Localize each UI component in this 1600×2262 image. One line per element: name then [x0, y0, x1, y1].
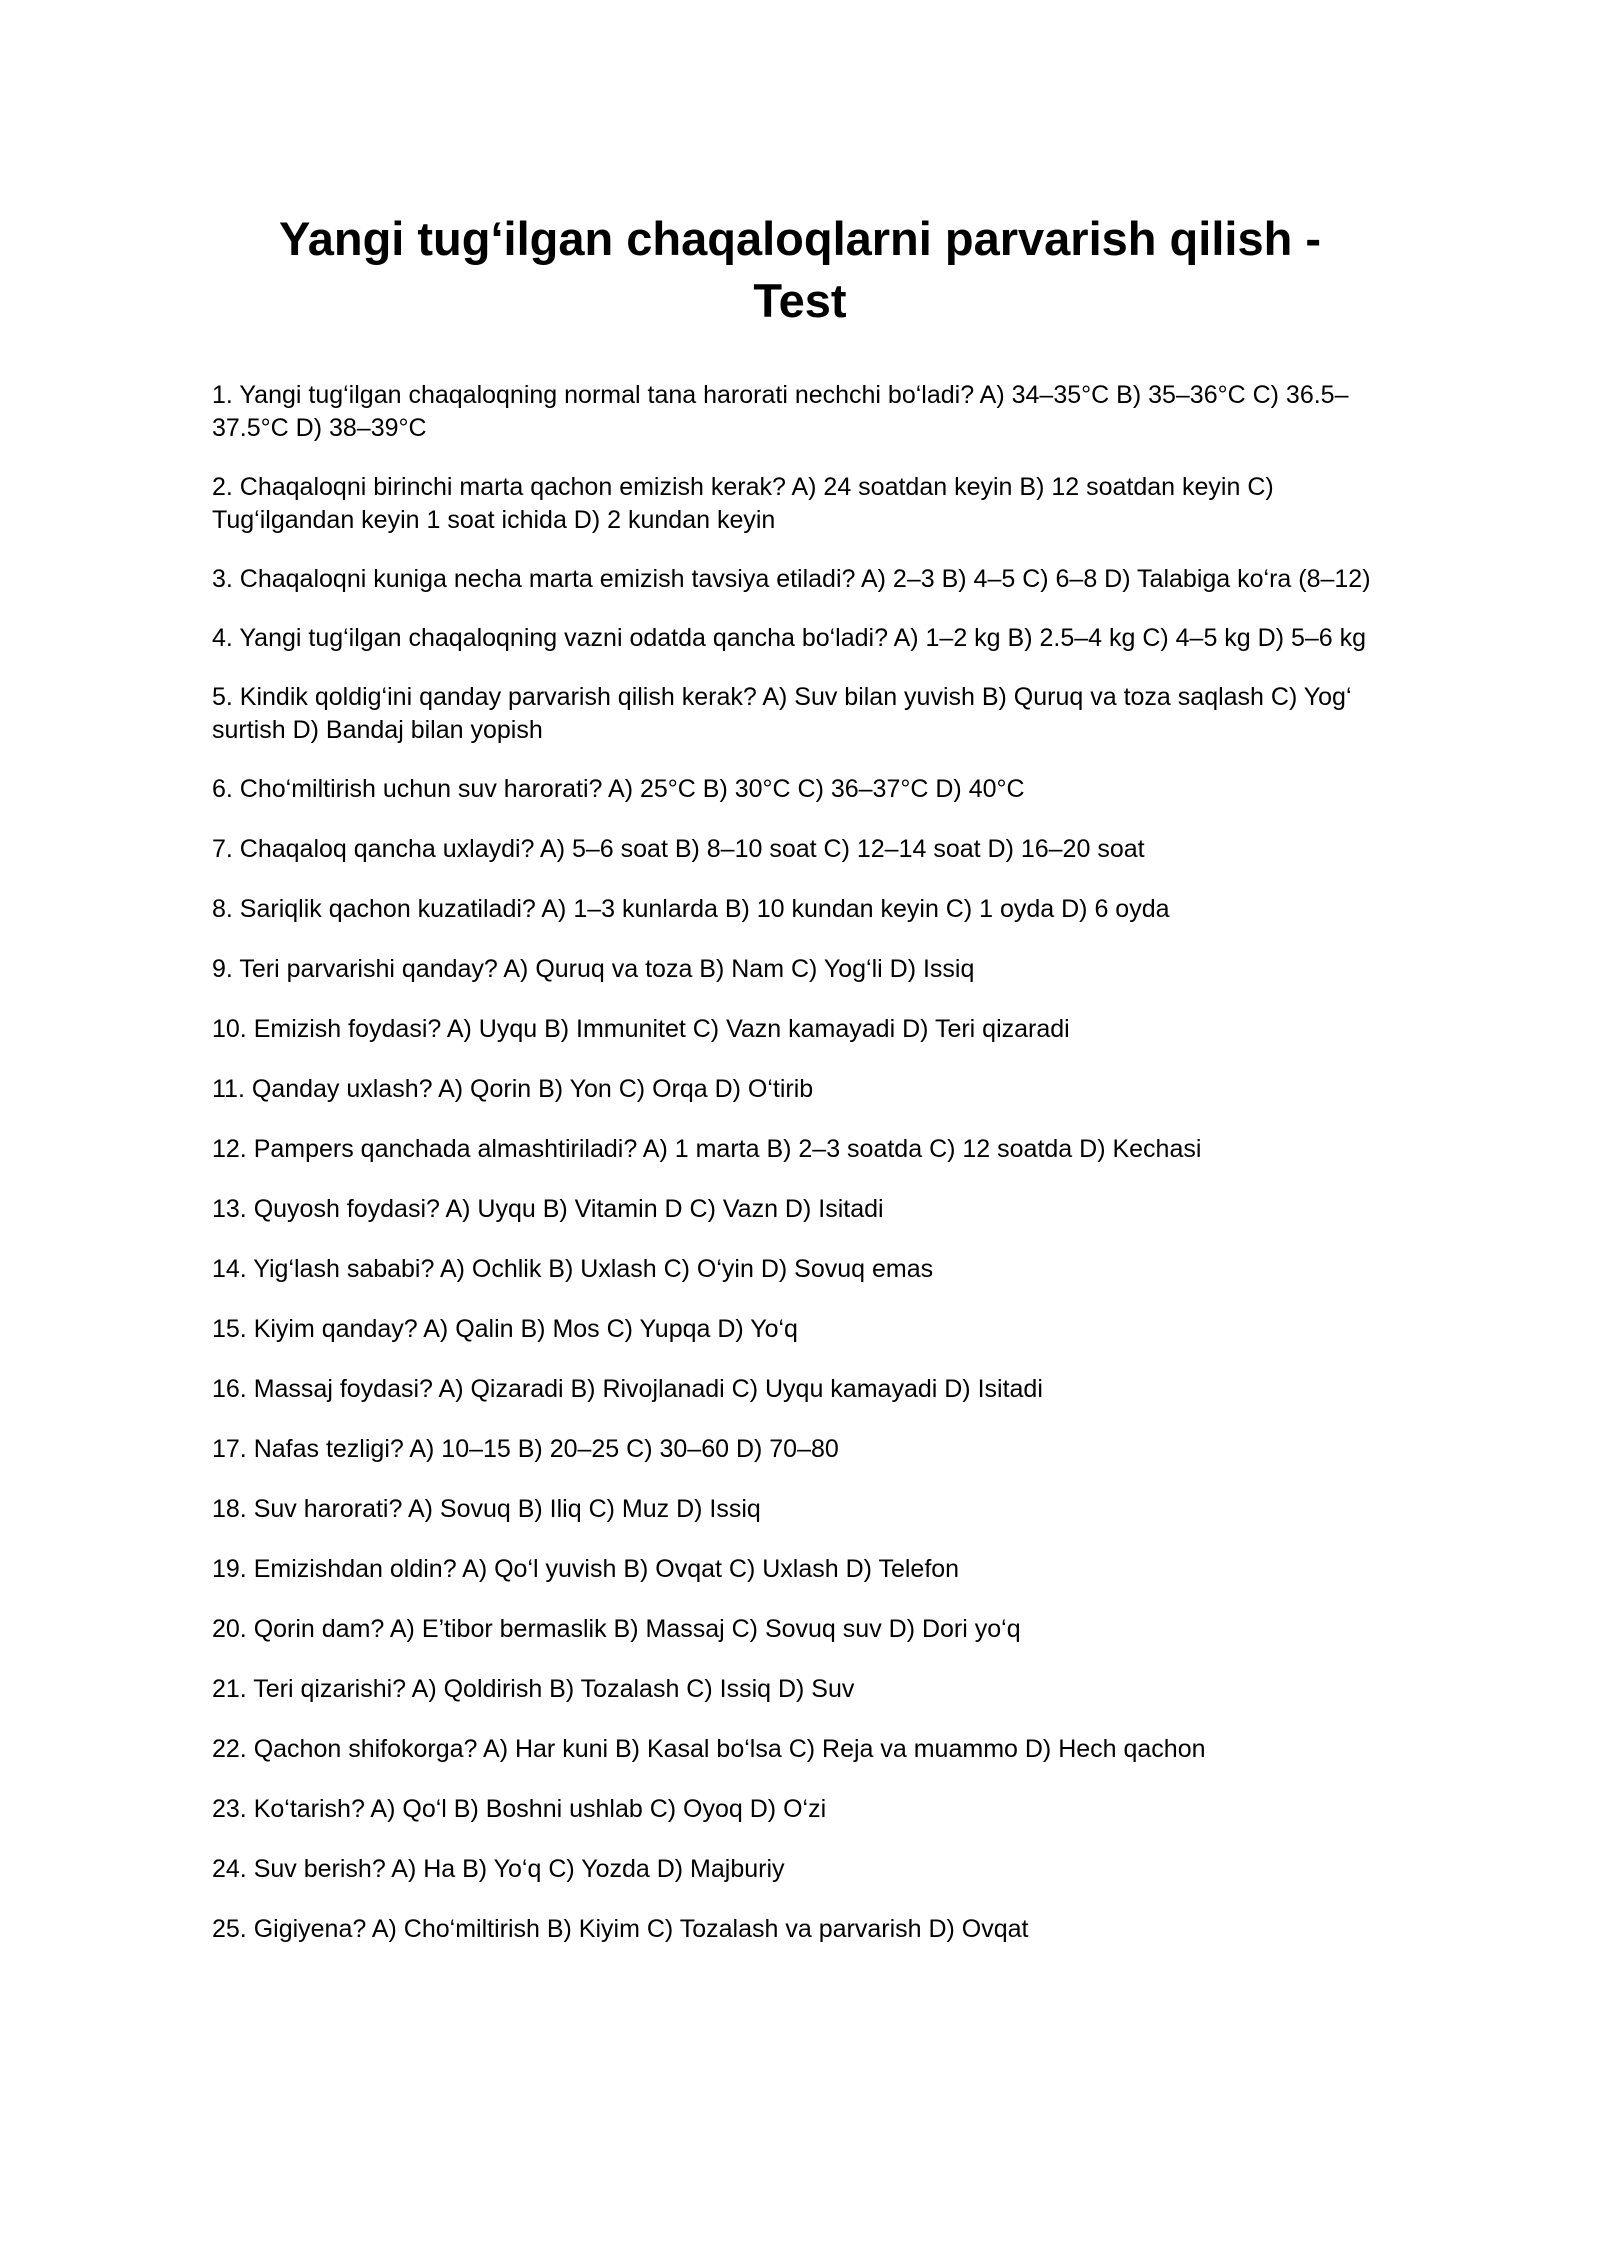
question-item: 11. Qanday uxlash? A) Qorin B) Yon C) Orqa D) O‘tirib: [212, 1075, 814, 1103]
question-item: 7. Chaqaloq qancha uxlaydi? A) 5–6 soat B) 8–10 soat C) 12–14 soat D) 16–20 soat: [212, 835, 1145, 863]
question-list: [212, 379, 1392, 1973]
question-item: 14. Yig‘lash sababi? A) Ochlik B) Uxlash C) O‘yin D) Sovuq emas: [212, 1255, 934, 1283]
question-item: 25. Gigiyena? A) Cho‘miltirish B) Kiyim C) Tozalash va parvarish D) Ovqat: [212, 1915, 1029, 1943]
question-item: 10. Emizish foydasi? A) Uyqu B) Immunitet C) Vazn kamayadi D) Teri qizaradi: [212, 1015, 1070, 1043]
question-item: 6. Cho‘miltirish uchun suv harorati? A) 25°C B) 30°C C) 36–37°C D) 40°C: [212, 775, 1025, 803]
question-item: 18. Suv harorati? A) Sovuq B) Iliq C) Muz D) Issiq: [212, 1495, 761, 1523]
question-item: 16. Massaj foydasi? A) Qizaradi B) Rivojlanadi C) Uyqu kamayadi D) Isitadi: [212, 1375, 1043, 1403]
question-item: 4. Yangi tug‘ilgan chaqaloqning vazni odatda qancha bo‘ladi? A) 1–2 kg B) 2.5–4 kg C) 4–5 kg D) 5–6 kg: [212, 624, 1367, 652]
question-item: 13. Quyosh foydasi? A) Uyqu B) Vitamin D C) Vazn D) Isitadi: [212, 1195, 884, 1223]
question-item: 5. Kindik qoldig‘ini qanday parvarish qilish kerak? A) Suv bilan yuvish B) Quruq va toza saqlash C) Yog‘ surtish D) Bandaj bilan yopish: [212, 683, 1359, 744]
question-item: 22. Qachon shifokorga? A) Har kuni B) Kasal bo‘lsa C) Reja va muammo D) Hech qachon: [212, 1735, 1206, 1763]
question-item: 9. Teri parvarishi qanday? A) Quruq va toza B) Nam C) Yog‘li D) Issiq: [212, 955, 975, 983]
document-title: Yangi tug‘ilgan chaqaloqlarni parvarish qilish - Test: [278, 212, 1322, 327]
question-item: 24. Suv berish? A) Ha B) Yo‘q C) Yozda D) Majburiy: [212, 1855, 785, 1883]
question-item: 23. Ko‘tarish? A) Qo‘l B) Boshni ushlab C) Oyoq D) O‘zi: [212, 1795, 827, 1823]
question-item: 1. Yangi tug‘ilgan chaqaloqning normal tana harorati nechchi bo‘ladi? A) 34–35°C B) 35–36°C C) 36.5–37.5°C D) 38–39°C: [212, 381, 1349, 442]
question-item: 3. Chaqaloqni kuniga necha marta emizish tavsiya etiladi? A) 2–3 B) 4–5 C) 6–8 D) Talabiga ko‘ra (8–12): [212, 565, 1371, 593]
question-item: 2. Chaqaloqni birinchi marta qachon emizish kerak? A) 24 soatdan keyin B) 12 soatdan keyin C) Tug‘ilgandan keyin 1 soat ichida D) 2 kundan keyin: [212, 473, 1281, 534]
question-item: 17. Nafas tezligi? A) 10–15 B) 20–25 C) 30–60 D) 70–80: [212, 1435, 839, 1463]
question-item: 8. Sariqlik qachon kuzatiladi? A) 1–3 kunlarda B) 10 kundan keyin C) 1 oyda D) 6 oyda: [212, 895, 1170, 923]
question-item: 15. Kiyim qanday? A) Qalin B) Mos C) Yupqa D) Yo‘q: [212, 1315, 798, 1343]
question-item: 20. Qorin dam? A) E’tibor bermaslik B) Massaj C) Sovuq suv D) Dori yo‘q: [212, 1615, 1021, 1643]
question-item: 19. Emizishdan oldin? A) Qo‘l yuvish B) Ovqat C) Uxlash D) Telefon: [212, 1555, 960, 1583]
question-item: 12. Pampers qanchada almashtiriladi? A) 1 marta B) 2–3 soatda C) 12 soatda D) Kechasi: [212, 1135, 1202, 1163]
question-item: 21. Teri qizarishi? A) Qoldirish B) Tozalash C) Issiq D) Suv: [212, 1675, 855, 1703]
